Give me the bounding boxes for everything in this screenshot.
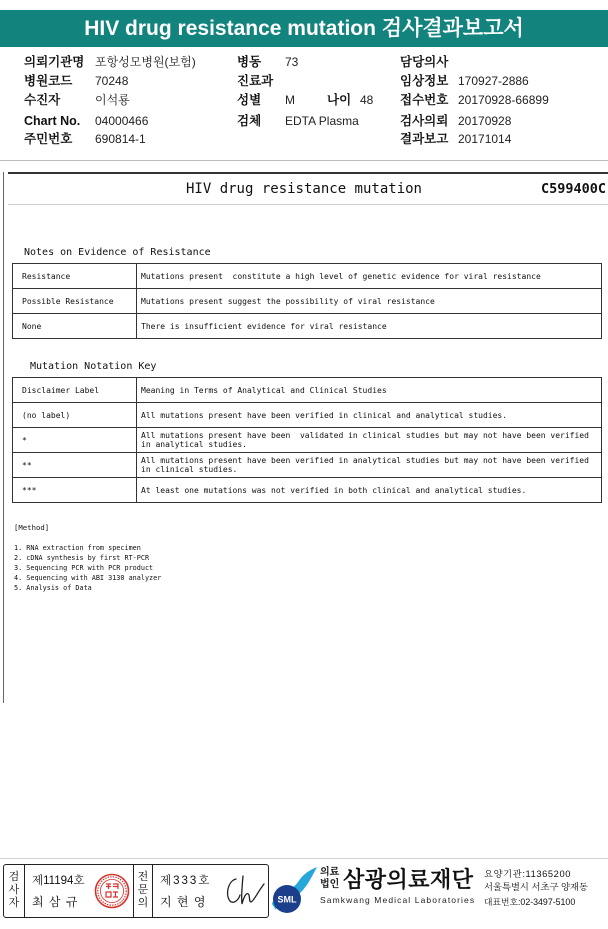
key-meaning: All mutations present have been validated in clinical studies but may not have been verified in analytical studies.	[137, 428, 602, 453]
patient-label: 수진자	[24, 93, 61, 107]
specimen-label: 검체	[237, 114, 262, 128]
request-date-label: 검사의뢰	[400, 114, 449, 128]
org-name-english: Samkwang Medical Laboratories	[320, 895, 476, 905]
sex-value: M	[285, 93, 295, 107]
method-list	[14, 543, 161, 593]
sml-logo	[270, 864, 318, 916]
table-row	[13, 314, 602, 339]
examiner-name: 최 삼 규	[32, 895, 79, 909]
chart-no-label: Chart No.	[24, 114, 81, 128]
signature-box-separator	[152, 865, 153, 917]
report-title-divider	[8, 204, 608, 205]
signature-box-separator	[24, 865, 25, 917]
specimen-value: EDTA Plasma	[285, 114, 359, 128]
chart-no-value: 04000466	[95, 114, 149, 128]
specialist-license: 제333호	[160, 875, 212, 887]
report-date-value: 20171014	[458, 132, 512, 146]
report-header-title: HIV drug resistance mutation 검사결과보고서	[84, 17, 524, 40]
table-row	[13, 428, 602, 453]
notes-term: Resistance	[13, 264, 137, 289]
age-label: 나이	[327, 93, 352, 107]
specialist-label: 전문의	[137, 871, 149, 909]
method-step: 1. RNA extraction from specimen	[14, 544, 141, 552]
specialist-name: 지 현 영	[160, 895, 207, 909]
age-value: 48	[360, 93, 374, 107]
request-date-value: 20170928	[458, 114, 512, 128]
patient-value: 이석룡	[95, 93, 130, 107]
method-step: 3. Sequencing PCR with PCR product	[14, 564, 154, 572]
signature-box-separator	[133, 865, 134, 917]
key-label: *	[13, 428, 137, 453]
method-step: 5. Analysis of Data	[14, 584, 92, 592]
notes-meaning: Mutations present constitute a high level of genetic evidence for viral resistance	[137, 264, 602, 289]
resident-no-value: 690814-1	[95, 132, 146, 146]
footer-divider	[0, 858, 608, 859]
hospital-code-value: 70248	[95, 74, 129, 88]
method-step: 4. Sequencing with ABI 3130 analyzer	[14, 574, 162, 582]
key-meaning: All mutations present have been verified in clinical and analytical studies.	[137, 403, 602, 428]
notes-term: None	[13, 314, 137, 339]
report-title: HIV drug resistance mutation	[185, 181, 422, 197]
table-row	[13, 453, 602, 478]
report-header-bar	[0, 10, 608, 47]
method-heading: [Method]	[14, 523, 50, 532]
key-label: ***	[13, 478, 137, 503]
table-row	[13, 264, 602, 289]
org-name: 삼광의료재단	[343, 867, 474, 892]
signature-box	[3, 864, 269, 918]
notation-key-heading: Mutation Notation Key	[30, 361, 157, 372]
department-label: 진료과	[237, 74, 274, 88]
column-header-meaning: Meaning in Terms of Analytical and Clinical Studies	[137, 378, 602, 403]
clinical-info-label: 임상정보	[400, 74, 449, 88]
receipt-no-label: 접수번호	[400, 93, 449, 107]
key-meaning: At least one mutations was not verified in both clinical and analytical studies.	[137, 478, 602, 503]
receipt-no-value: 20170928-66899	[458, 93, 549, 107]
logo-badge-text: SML	[277, 894, 297, 905]
report-top-border	[8, 172, 608, 174]
key-label: (no label)	[13, 403, 137, 428]
org-type: 의료법인	[320, 867, 340, 890]
physician-label: 담당의사	[400, 55, 449, 69]
clinical-info-value: 170927-2886	[458, 74, 529, 88]
notation-key-table	[12, 377, 602, 503]
org-address: 서울특별시 서초구 양재동	[484, 882, 588, 892]
ward-value: 73	[285, 55, 299, 69]
table-row	[13, 478, 602, 503]
method-step: 2. cDNA synthesis by first RT-PCR	[14, 554, 150, 562]
key-meaning: All mutations present have been verified in analytical studies but may not have been verified in clinical studies.	[137, 453, 602, 478]
sex-label: 성별	[237, 93, 262, 107]
column-header-label: Disclaimer Label	[13, 378, 137, 403]
seal-stamp	[94, 873, 130, 909]
examiner-license: 제11194호	[32, 875, 85, 887]
signature	[222, 871, 266, 911]
table-row	[13, 289, 602, 314]
table-header-row	[13, 378, 602, 403]
info-divider	[0, 160, 608, 161]
resistance-notes-table	[12, 263, 602, 339]
report-left-border	[3, 172, 4, 703]
report-date-label: 결과보고	[400, 132, 449, 146]
institution-value: 포항성모병원(보험)	[95, 55, 196, 69]
examiner-label: 검사자	[8, 871, 20, 909]
notes-term: Possible Resistance	[13, 289, 137, 314]
ward-label: 병동	[237, 55, 262, 69]
care-code: 요양기관:11365200	[484, 869, 571, 879]
table-row	[13, 403, 602, 428]
report-code: C599400C	[540, 181, 606, 197]
notes-meaning: Mutations present suggest the possibility of viral resistance	[137, 289, 602, 314]
resident-no-label: 주민번호	[24, 132, 73, 146]
notes-heading: Notes on Evidence of Resistance	[24, 247, 211, 258]
institution-label: 의뢰기관명	[24, 55, 85, 69]
org-phone: 대표번호:02-3497-5100	[484, 897, 576, 907]
hospital-code-label: 병원코드	[24, 74, 73, 88]
notes-meaning: There is insufficient evidence for viral resistance	[137, 314, 602, 339]
key-label: **	[13, 453, 137, 478]
